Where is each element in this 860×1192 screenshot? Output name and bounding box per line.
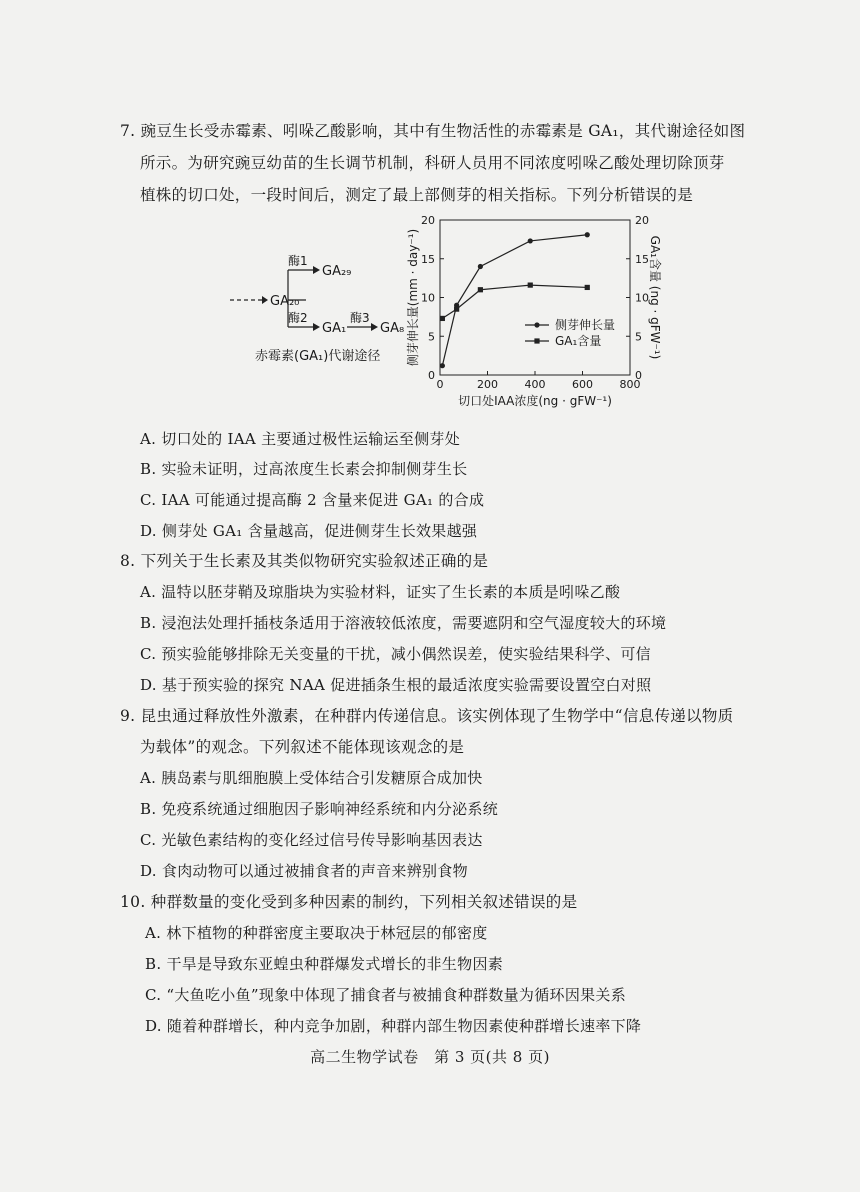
enzyme2-label: 酶2 [288,311,308,325]
series-2-point [454,307,459,312]
y-left-tick-label: 10 [421,291,435,305]
enzyme1-label: 酶1 [288,254,308,268]
q9-stem-line1: 9. 昆虫通过释放性外激素，在种群内传递信息。该实例体现了生物学中“信息传递以物质 [120,707,734,725]
q8-option-b: B. 浸泡法处理扦插枝条适用于溶液较低浓度，需要遮阴和空气湿度较大的环境 [140,614,667,632]
y-right-tick-label: 10 [635,291,649,305]
series-1-point [478,264,483,269]
x-tick-label: 600 [572,378,593,391]
legend-marker-1 [534,322,539,327]
q9-option-a: A. 胰岛素与肌细胞膜上受体结合引发糖原合成加快 [140,769,483,787]
q7-stem-line2: 所示。为研究豌豆幼苗的生长调节机制，科研人员用不同浓度吲哚乙酸处理切除顶芽 [140,154,725,172]
q8-stem: 8. 下列关于生长素及其类似物研究实验叙述正确的是 [120,552,489,570]
q7-option-d: D. 侧芽处 GA₁ 含量越高，促进侧芽生长效果越强 [140,522,478,540]
q7-option-b: B. 实验未证明，过高浓度生长素会抑制侧芽生长 [140,460,468,478]
y-left-tick-label: 0 [428,369,435,382]
pathway-caption: 赤霉素(GA₁)代谢途径 [255,349,381,364]
q9-option-c: C. 光敏色素结构的变化经过信号传导影响基因表达 [140,831,483,849]
x-tick-label: 200 [477,378,498,391]
series-1-point [585,232,590,237]
q8-option-c: C. 预实验能够排除无关变量的干扰，减小偶然误差，使实验结果科学、可信 [140,645,651,663]
y-right-tick-label: 20 [635,214,649,227]
series-line-2 [442,285,587,318]
y-left-tick-label: 20 [421,214,435,227]
q7-stem-line3: 植株的切口处，一段时间后，测定了最上部侧芽的相关指标。下列分析错误的是 [140,186,694,204]
y-left-tick-label: 5 [428,330,435,344]
legend-label-1: 侧芽伸长量 [555,318,616,332]
x-tick-label: 0 [436,378,444,391]
legend-label-2: GA₁含量 [555,334,602,348]
legend-marker-2 [534,338,539,343]
series-2-point [528,283,533,288]
q10-option-c: C. “大鱼吃小鱼”现象中体现了捕食者与被捕食种群数量为循环因果关系 [145,986,627,1004]
y-right-tick-label: 5 [635,330,642,344]
series-2-point [440,316,445,321]
q9-stem-line2: 为载体”的观念。下列叙述不能体现该观念的是 [140,738,465,756]
enzyme3-label: 酶3 [350,311,370,325]
q9-option-b: B. 免疫系统通过细胞因子影响神经系统和内分泌系统 [140,800,499,818]
q7-option-a: A. 切口处的 IAA 主要通过极性运输运至侧芽处 [140,430,460,448]
ga29-label: GA₂₉ [322,264,352,279]
q7-option-c: C. IAA 可能通过提高酶 2 含量来促进 GA₁ 的合成 [140,491,485,509]
iaa-chart [405,205,662,415]
x-axis-label: 切口处IAA浓度(ng · gFW⁻¹) [458,394,612,408]
q10-option-b: B. 干旱是导致东亚蝗虫种群爆发式增长的非生物因素 [145,955,504,973]
y-left-tick-label: 15 [421,252,435,266]
q10-option-d: D. 随着种群增长，种内竞争加剧，种群内部生物因素使种群增长速率下降 [145,1017,642,1035]
x-tick-label: 400 [524,378,546,391]
ga1-label: GA₁ [322,321,347,336]
q10-option-a: A. 林下植物的种群密度主要取决于林冠层的郁密度 [145,924,488,942]
ga-pathway-diagram [210,235,410,395]
q10-stem: 10. 种群数量的变化受到多种因素的制约，下列相关叙述错误的是 [120,893,578,911]
ga8-label: GA₈ [380,321,405,336]
q7-stem-line1: 7. 豌豆生长受赤霉素、吲哚乙酸影响，其中有生物活性的赤霉素是 GA₁，其代谢途径如图 [120,122,746,140]
page-footer: 高二生物学试卷 第 3 页(共 8 页) [310,1048,550,1066]
series-2-point [478,287,483,292]
series-2-point [585,285,590,290]
ga20-label: GA₂₀ [270,294,300,309]
series-1-point [528,238,533,243]
series-1-point [440,363,445,368]
y-right-tick-label: 0 [635,369,642,382]
y-left-axis-label: 侧芽伸长量(mm · day⁻¹) [406,228,420,367]
plot-frame [440,220,630,375]
q9-option-d: D. 食肉动物可以通过被捕食者的声音来辨别食物 [140,862,468,880]
q8-option-a: A. 温特以胚芽鞘及琼脂块为实验材料，证实了生长素的本质是吲哚乙酸 [140,583,621,601]
q8-option-d: D. 基于预实验的探究 NAA 促进插条生根的最适浓度实验需要设置空白对照 [140,676,652,694]
y-right-axis-label: GA₁含量 (ng · gFW⁻¹) [648,235,662,360]
x-tick-label: 800 [619,378,641,391]
y-right-tick-label: 15 [635,252,649,266]
